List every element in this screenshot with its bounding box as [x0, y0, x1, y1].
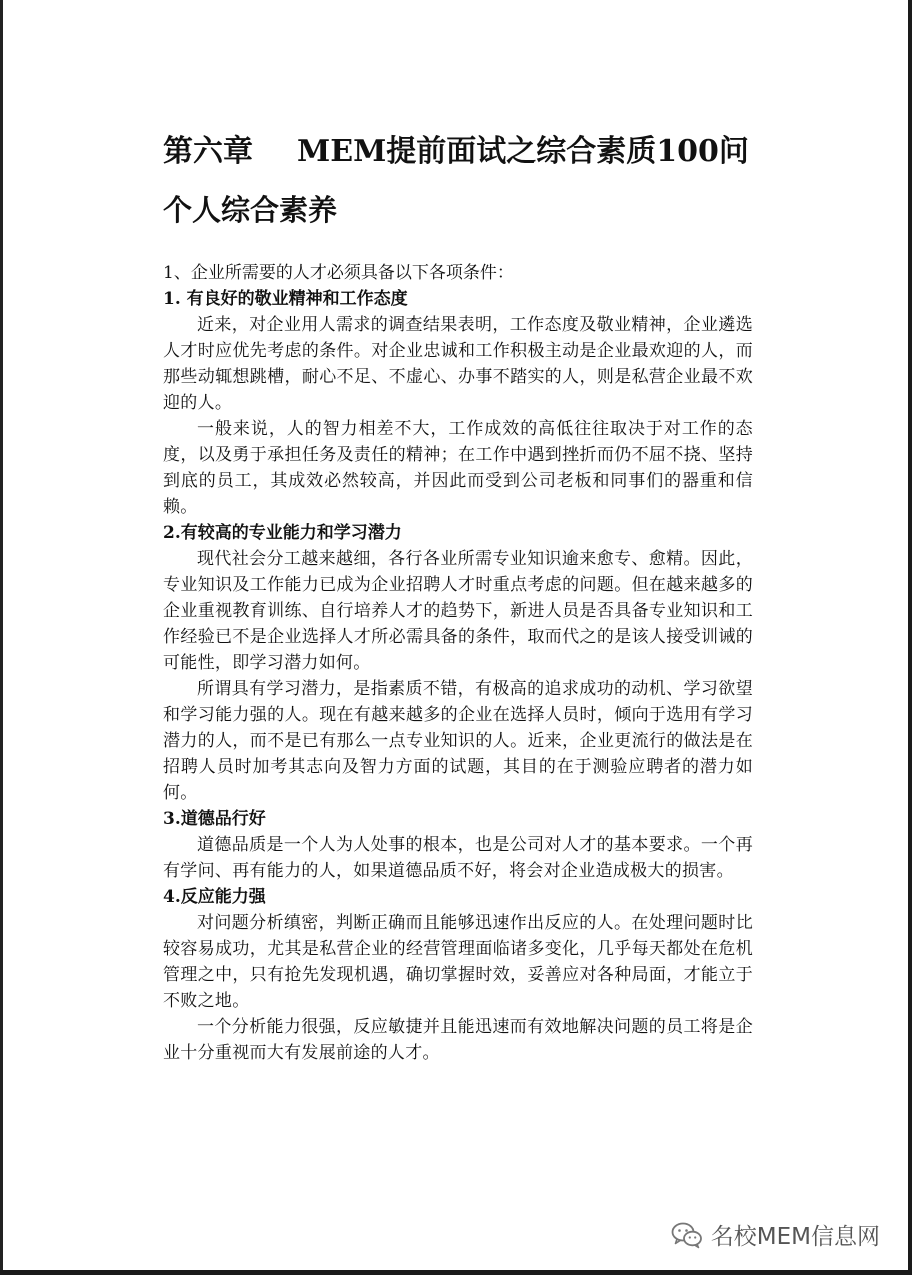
paragraph: 所谓具有学习潜力，是指素质不错，有极高的追求成功的动机、学习欲望和学习能力强的人。现在有越来越多的企业在选择人员时，倾向于选用有学习潜力的人，而不是已有那么一点专业知识的人。近来，企业更流行的做法是在招聘人员时加考其志向及智力方面的试题，其目的在于测验应聘者的潜力如何。	[163, 679, 753, 803]
item-4	[163, 884, 753, 1066]
scan-edge-left	[0, 0, 3, 1275]
chapter-number: 第六章	[163, 134, 253, 169]
paragraph: 现代社会分工越来越细，各行各业所需专业知识逾来愈专、愈精。因此，专业知识及工作能力已成为企业招聘人才时重点考虑的问题。但在越来越多的企业重视教育训练、自行培养人才的趋势下，新进人员是否具备专业知识和工作经验已不是企业选择人才所必需具备的条件，取而代之的是该人接受训诫的可能性，即学习潜力如何。	[163, 549, 753, 673]
watermark	[671, 1218, 880, 1251]
item-1	[163, 286, 753, 520]
item-heading: 3.道德品行好	[163, 809, 266, 829]
paragraph: 道德品质是一个人为人处事的根本，也是公司对人才的基本要求。一个再有学问、再有能力的人，如果道德品质不好，将会对企业造成极大的损害。	[163, 835, 753, 881]
wechat-icon	[671, 1221, 703, 1249]
watermark-text: 名校MEM信息网	[710, 1224, 880, 1250]
paragraph: 对问题分析缜密，判断正确而且能够迅速作出反应的人。在处理问题时比较容易成功，尤其是私营企业的经营管理面临诸多变化，几乎每天都处在危机管理之中，只有抢先发现机遇，确切掌握时效，妥善应对各种局面，才能立于不败之地。	[163, 913, 753, 1011]
chapter-title	[163, 130, 753, 174]
paragraph: 近来，对企业用人需求的调查结果表明，工作态度及敬业精神，企业遴选人才时应优先考虑的条件。对企业忠诚和工作积极主动是企业最欢迎的人，而那些动辄想跳槽，耐心不足、不虚心、办事不踏实的人，则是私营企业最不欢迎的人。	[163, 315, 753, 413]
item-3	[163, 806, 753, 884]
item-heading: 2.有较高的专业能力和学习潜力	[163, 523, 402, 543]
scan-edge-right	[908, 0, 912, 1275]
intro-line: 1、企业所需要的人才必须具备以下各项条件：	[163, 263, 514, 283]
item-heading: 4.反应能力强	[163, 887, 266, 907]
item-2	[163, 520, 753, 806]
scan-edge-bottom	[0, 1270, 912, 1275]
section-title: 个人综合素养	[163, 193, 338, 227]
paragraph: 一般来说，人的智力相差不大，工作成效的高低往往取决于对工作的态度，以及勇于承担任务及责任的精神；在工作中遇到挫折而仍不屈不挠、坚持到底的员工，其成效必然较高，并因此而受到公司老板和同事们的器重和信赖。	[163, 419, 753, 517]
document-content	[163, 130, 753, 1066]
chapter-name: MEM提前面试之综合素质100问	[297, 134, 749, 169]
item-heading: 1. 有良好的敬业精神和工作态度	[163, 289, 408, 309]
paragraph: 一个分析能力很强，反应敏捷并且能迅速而有效地解决问题的员工将是企业十分重视而大有发展前途的人才。	[163, 1017, 753, 1063]
